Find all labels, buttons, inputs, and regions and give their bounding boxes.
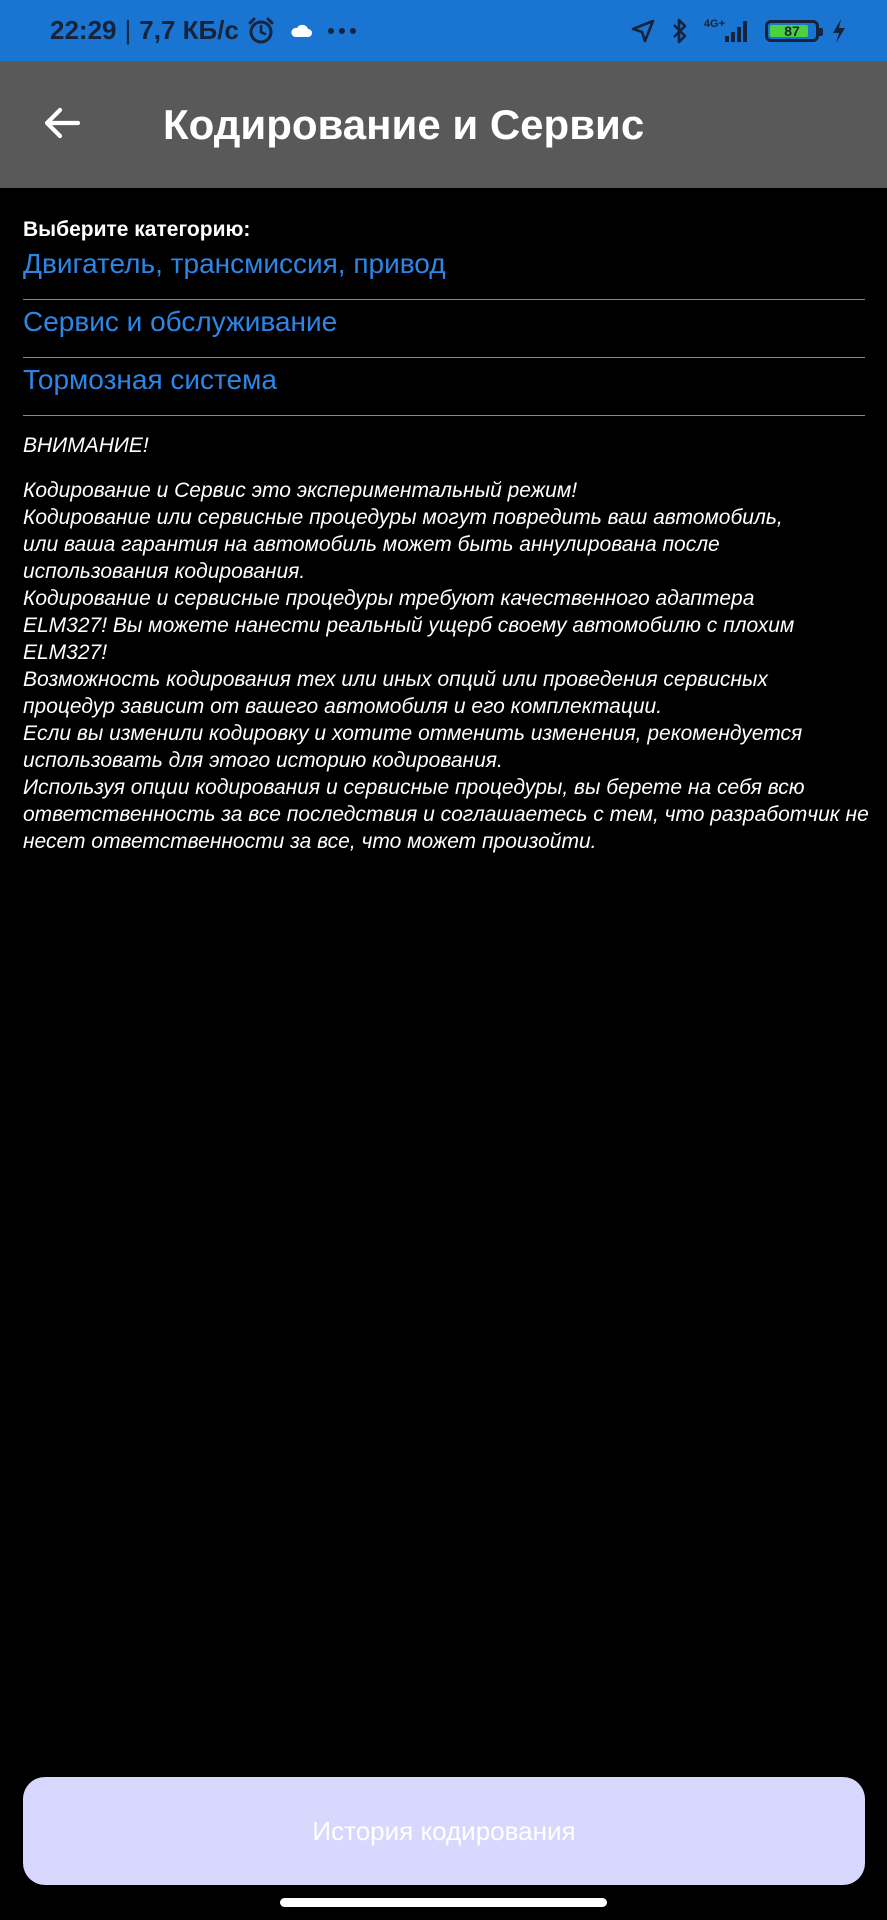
warning-line: Используя опции кодирования и сервисные процедуры, вы берете на себя всю — [23, 776, 805, 799]
category-item-service-maintenance[interactable]: Сервис и обслуживание — [23, 300, 865, 358]
warning-line: Если вы изменили кодировку и хотите отменить изменения, рекомендуется — [23, 722, 803, 745]
warning-line: процедур зависит от вашего автомобиля и его комплектации. — [23, 695, 663, 718]
battery-cap — [819, 28, 823, 36]
coding-history-button[interactable]: История кодирования — [23, 1777, 865, 1885]
alarm-icon — [247, 17, 275, 45]
network-type: 4G+ — [703, 17, 725, 30]
warning-line: ELM327! Вы можете нанести реальный ущерб своему автомобилю с плохим — [23, 614, 795, 637]
arrow-left-icon — [42, 103, 82, 143]
warning-line: или ваша гарантия на автомобиль может быть аннулирована после — [23, 533, 720, 556]
category-item-brake-system[interactable]: Тормозная система — [23, 358, 865, 416]
warning-text — [23, 477, 869, 855]
warning-line: Кодирование и сервисные процедуры требуют качественного адаптера — [23, 587, 755, 610]
location-arrow-icon — [630, 18, 656, 44]
warning-line: ответственность за все последствия и соглашаетесь с тем, что разработчик не — [23, 803, 869, 826]
warning-line: ELM327! — [23, 641, 108, 664]
warning-title: ВНИМАНИЕ! — [23, 434, 149, 457]
warning-line: Кодирование или сервисные процедуры могут повредить ваш автомобиль, — [23, 506, 783, 529]
warning-line: использования кодирования. — [23, 560, 306, 583]
status-right — [630, 0, 847, 61]
status-time: 22:29 — [50, 15, 117, 45]
category-item-engine-transmission[interactable]: Двигатель, трансмиссия, привод — [23, 242, 865, 300]
cloud-icon — [289, 23, 313, 39]
charging-bolt-icon — [831, 18, 847, 44]
category-list — [23, 242, 865, 416]
home-indicator[interactable] — [280, 1898, 607, 1907]
more-dots-icon — [327, 27, 357, 35]
battery-icon — [765, 20, 819, 42]
battery-level: 87 — [784, 22, 800, 39]
status-net-speed: 7,7 КБ/с — [139, 15, 239, 45]
bluetooth-icon — [670, 17, 690, 45]
category-label: Выберите категорию: — [23, 218, 251, 241]
status-separator: | — [124, 15, 132, 45]
page-title: Кодирование и Сервис — [163, 101, 645, 148]
main-content — [23, 188, 869, 855]
app-toolbar — [0, 61, 887, 188]
warning-line: Кодирование и Сервис это экспериментальный режим! — [23, 479, 578, 502]
signal-icon — [704, 18, 751, 44]
warning-line: несет ответственности за все, что может произойти. — [23, 830, 597, 853]
warning-line: использовать для этого историю кодирования. — [23, 749, 503, 772]
status-bar — [0, 0, 887, 61]
warning-line: Возможность кодирования тех или иных опций или проведения сервисных — [23, 668, 768, 691]
status-left — [50, 0, 357, 61]
back-button[interactable] — [30, 91, 94, 155]
